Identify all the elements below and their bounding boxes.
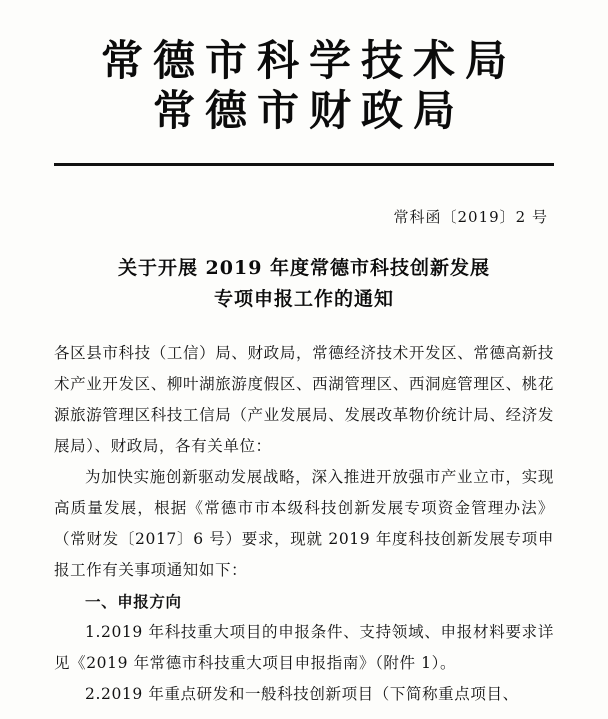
page-title	[54, 253, 554, 316]
page-title-line-1: 关于开展 2019 年度常德市科技创新发展	[117, 257, 491, 280]
page-title-line-2: 专项申报工作的通知	[213, 288, 394, 311]
paragraph-preamble: 为加快实施创新驱动发展战略，深入推进开放强市产业立市，实现高质量发展，根据《常德市市本级科技创新发展专项资金管理办法》（常财发〔2017〕6 号）要求，现就 2019 年度科技创新发展专项申报工作有关事项通知如下：	[54, 467, 554, 579]
paragraph-item-1: 1.2019 年科技重大项目的申报条件、支持领域、申报材料要求详见《2019 年常德市科技重大项目申报指南》（附件 1）。	[54, 622, 554, 672]
masthead	[54, 0, 554, 135]
paragraph-recipients: 各区县市科技（工信）局、财政局，常德经济技术开发区、常德高新技术产业开发区、柳叶湖旅游度假区、西湖管理区、西洞庭管理区、桃花源旅游管理区科技工信局（产业发展局、发展改革物价统计局、经济发展局）、财政局，各有关单位：	[54, 343, 554, 455]
paragraph-item-2: 2.2019 年重点研发和一般科技创新项目（下简称重点项目、	[85, 684, 519, 703]
header-divider	[54, 163, 554, 166]
document-number: 常科函〔2019〕2 号	[393, 208, 548, 227]
document-body	[54, 338, 554, 710]
masthead-line-2: 常德市财政局	[152, 85, 465, 135]
masthead-line-1: 常德市科学技术局	[100, 36, 517, 85]
section-heading-one: 一、申报方向	[85, 591, 182, 611]
